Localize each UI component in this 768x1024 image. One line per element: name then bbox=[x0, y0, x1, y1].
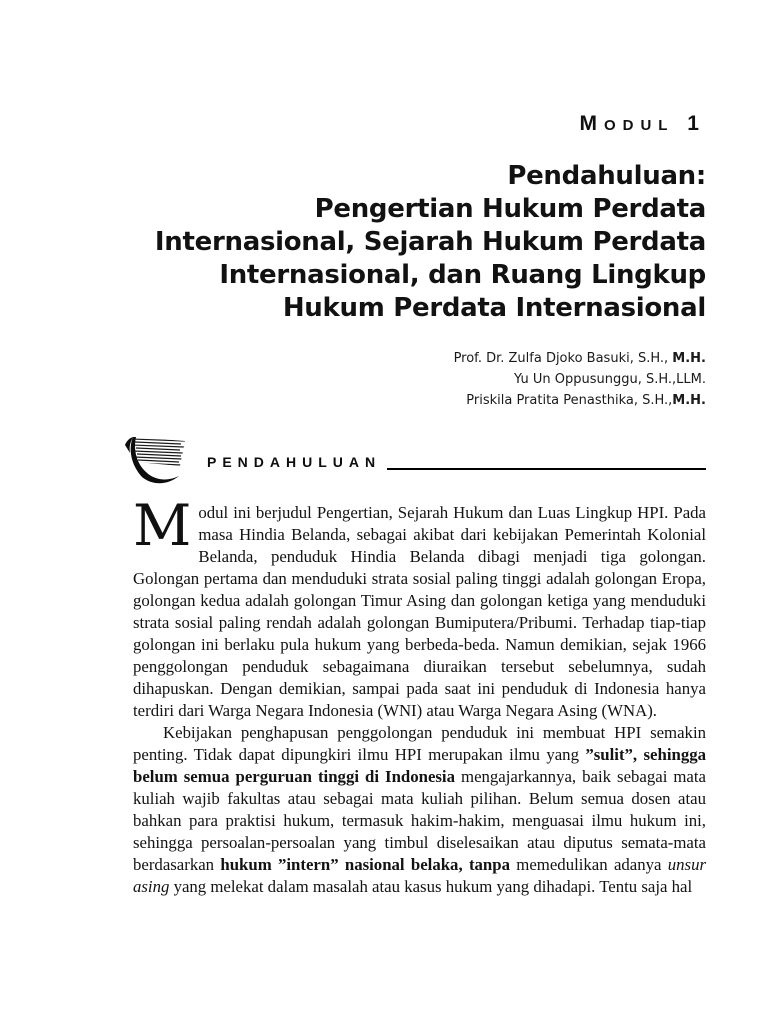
author-name: Priskila Pratita Penasthika, S.H., bbox=[466, 393, 673, 408]
title-line: Pengertian Hukum Perdata bbox=[314, 194, 706, 224]
title-line: Internasional, Sejarah Hukum Perdata bbox=[154, 227, 706, 257]
run-italic: unsur asing bbox=[133, 855, 706, 896]
open-book-sketch-icon bbox=[123, 435, 187, 487]
author-line bbox=[133, 348, 706, 369]
author-line bbox=[133, 369, 706, 390]
author-degree: M.H. bbox=[672, 393, 706, 408]
run: mengajarkannya, baik sebagai mata kuliah wajib fakultas atau sebagai mata kuliah pilihan. Belum semua dosen atau bahkan para praktisi hukum, termasuk hakim-hakim, menguasai ilmu hukum ini, sehingga persoalan-persoalan yang timbul diselesaikan atau diputus semata-mata berdasarkan bbox=[133, 767, 706, 874]
run-bold: ”sulit”, sehingga belum semua perguruan tinggi di Indonesia bbox=[133, 745, 706, 786]
run-bold: hukum ”intern” nasional belaka, tanpa bbox=[220, 855, 517, 874]
page-title bbox=[133, 160, 706, 325]
author-degree: M.H. bbox=[672, 351, 706, 366]
authors-block bbox=[133, 348, 706, 411]
title-line: Pendahuluan: bbox=[507, 161, 706, 191]
section-heading: PENDAHULUAN bbox=[207, 454, 382, 470]
module-label: Modul 1 bbox=[579, 112, 706, 135]
author-line bbox=[133, 390, 706, 411]
author-name: Yu Un Oppusunggu, S.H.,LLM. bbox=[514, 372, 706, 387]
run: Kebijakan penghapusan penggolongan penduduk ini membuat HPI semakin penting. Tidak dapat dipungkiri ilmu HPI merupakan ilmu yang bbox=[133, 723, 706, 764]
section-header bbox=[133, 435, 706, 487]
section-rule bbox=[387, 468, 706, 470]
title-line: Hukum Perdata Internasional bbox=[282, 293, 706, 323]
body-text bbox=[133, 493, 706, 898]
run: memedulikan adanya bbox=[516, 855, 668, 874]
title-line: Internasional, dan Ruang Lingkup bbox=[219, 260, 706, 290]
paragraph-2 bbox=[133, 722, 706, 898]
dropcap-letter: M bbox=[133, 493, 192, 559]
paragraph-1-text: odul ini berjudul Pengertian, Sejarah Hukum dan Luas Lingkup HPI. Pada masa Hindia Belanda, sebagai akibat dari kebijakan Pemerintah Kolonial Belanda, penduduk Hindia Belanda dibagi menjadi tiga golongan. Golongan pertama dan menduduki strata sosial paling tinggi adalah golongan Eropa, golongan kedua adalah golongan Timur Asing dan golongan ketiga yang menduduki strata sosial paling rendah adalah golongan Bumiputera/Pribumi. Terhadap tiap-tiap golongan ini berlaku pula hukum yang berbeda-beda. Namun demikian, sejak 1966 penggolongan penduduk sebagaimana diuraikan tersebut sebelumnya, sudah dihapuskan. Dengan demikian, sampai pada saat ini penduduk di Indonesia hanya terdiri dari Warga Negara Indonesia (WNI) atau Warga Negara Asing (WNA). bbox=[133, 503, 706, 720]
author-name: Prof. Dr. Zulfa Djoko Basuki, S.H., bbox=[453, 351, 673, 366]
paragraph-1 bbox=[133, 493, 706, 722]
run: yang melekat dalam masalah atau kasus hukum yang dihadapi. Tentu saja hal bbox=[173, 877, 693, 896]
